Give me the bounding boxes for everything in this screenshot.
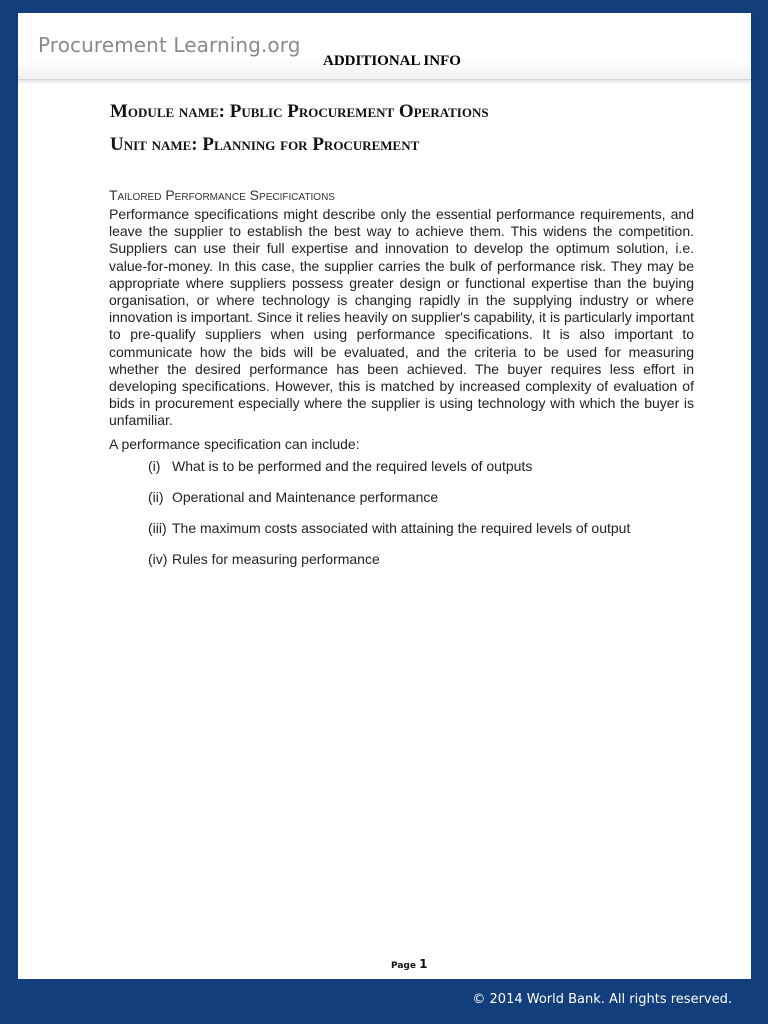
module-title: Module name: Public Procurement Operations [110,101,489,122]
document-page [18,13,751,979]
section-heading: Tailored Performance Specifications [109,187,335,203]
page-header [18,13,751,80]
unit-title: Unit name: Planning for Procurement [110,134,420,155]
list-item-text: What is to be performed and the required levels of outputs [172,457,533,474]
specification-list [109,458,694,582]
list-item-text: Rules for measuring performance [172,550,380,567]
list-item-number: (i) [148,457,161,474]
list-item-text: The maximum costs associated with attaining the required levels of output [172,519,631,536]
list-item-number: (ii) [148,488,164,505]
list-intro: A performance specification can include: [109,435,360,452]
procurement-learning-logo[interactable]: Procurement Learning.org [38,33,301,57]
list-item [148,458,694,489]
page-number-value: 1 [419,957,428,971]
main-content [109,186,694,582]
page-number-label: Page [391,961,416,971]
copyright-footer: © 2014 World Bank. All rights reserved. [472,992,732,1007]
document-titles [110,95,489,161]
section-label: ADDITIONAL INFO [323,53,461,69]
list-item-text: Operational and Maintenance performance [172,488,439,505]
body-paragraph: Performance specifications might describe only the essential performance requirements, and leave the supplier to establish the best way to achieve them. This widens the competition. Suppliers can use their full expertise and innovation to develop the optimum solution, i.e. value-for-money. In this case, the supplier carries the bulk of performance risk. They may be appropriate where suppliers possess greater design or functional expertise than the buying organisation, or where technology is changing rapidly in the supplying industry or where innovation is important. Since it relies heavily on supplier's capability, it is particularly important to pre-qualify suppliers when using performance specifications. It is also important to communicate how the bids will be evaluated, and the criteria to be used for measuring whether the desired performance has been achieved. The buyer requires less effort in developing specifications. However, this is matched by increased complexity of evaluation of bids in procurement especially where the supplier is using technology with which the buyer is unfamiliar. [109,206,694,429]
list-item-number: (iii) [148,519,167,536]
list-item-number: (iv) [148,550,168,567]
list-item [148,520,694,551]
list-item [148,489,694,520]
page-number [391,957,427,971]
list-item [148,551,694,582]
